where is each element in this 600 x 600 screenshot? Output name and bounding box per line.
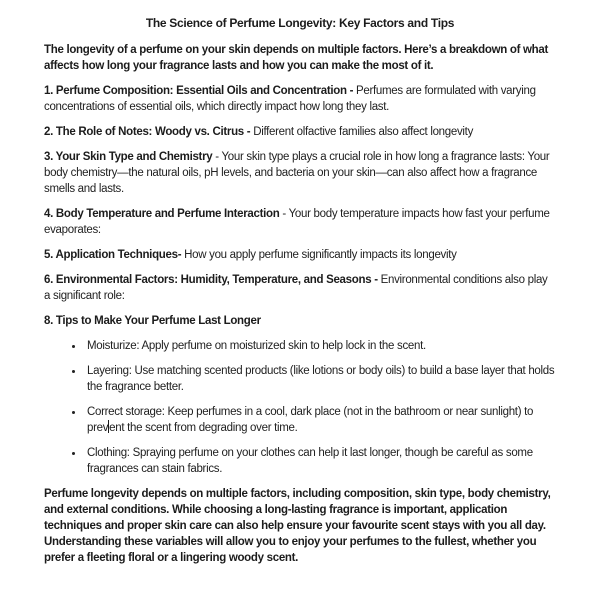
section-4-body: - Your body temperature impacts how fast your perfume evaporates: bbox=[44, 208, 550, 236]
section-5-heading: 5. Application Techniques- bbox=[44, 249, 185, 261]
section-1-heading: 1. Perfume Composition: Essential Oils and Concentration - bbox=[44, 85, 357, 97]
section-6-paragraph[interactable] bbox=[44, 272, 556, 304]
section-2-body: Different olfactive families also affect longevity bbox=[253, 126, 474, 138]
intro-paragraph[interactable]: The longevity of a perfume on your skin depends on multiple factors. Here’s a breakdown of what affects how long your fragrance lasts and how you can make the most of it. bbox=[44, 44, 548, 72]
section-4-paragraph[interactable] bbox=[44, 206, 556, 238]
section-1-paragraph[interactable] bbox=[44, 83, 556, 115]
tip-text-before-cursor: Correct storage: Keep perfumes in a cool, dark place (not in the bathroom or near sunlight) to prev bbox=[87, 406, 534, 434]
tip-text: Layering: Use matching scented products (like lotions or body oils) to build a base layer that holds the fragrance better. bbox=[87, 365, 555, 393]
tips-list bbox=[44, 338, 556, 477]
section-1-body: Perfumes are formulated with varying concentrations of essential oils, which directly impact how long they last. bbox=[44, 85, 536, 113]
section-4-heading: 4. Body Temperature and Perfume Interaction bbox=[44, 208, 280, 220]
tips-heading[interactable]: 8. Tips to Make Your Perfume Last Longer bbox=[44, 315, 261, 327]
section-3-paragraph[interactable] bbox=[44, 149, 556, 197]
section-2-paragraph[interactable] bbox=[44, 124, 556, 140]
section-6-body: Environmental conditions also play a significant role: bbox=[44, 274, 548, 302]
tip-item-layering[interactable] bbox=[84, 363, 556, 395]
tip-text: Clothing: Spraying perfume on your clothes can help it last longer, though be careful as some fragrances can stain fabrics. bbox=[87, 447, 533, 475]
conclusion-paragraph[interactable]: Perfume longevity depends on multiple factors, including composition, skin type, body chemistry, and external conditions. While choosing a long-lasting fragrance is important, application techniques and proper skin care can also help ensure your favourite scent stays with you all day. Understanding these variables will allow you to enjoy your perfumes to the fullest, whether you prefer a fleeting floral or a lingering woody scent. bbox=[44, 488, 551, 564]
tip-item-moisturize[interactable] bbox=[84, 338, 556, 354]
section-3-heading: 3. Your Skin Type and Chemistry bbox=[44, 151, 213, 163]
section-6-heading: 6. Environmental Factors: Humidity, Temperature, and Seasons - bbox=[44, 274, 381, 286]
tip-text: Moisturize: Apply perfume on moisturized skin to help lock in the scent. bbox=[87, 340, 426, 352]
tip-item-clothing[interactable] bbox=[84, 445, 556, 477]
section-5-paragraph[interactable] bbox=[44, 247, 556, 263]
document-title[interactable]: The Science of Perfume Longevity: Key Factors and Tips bbox=[145, 16, 455, 30]
section-5-body: How you apply perfume significantly impacts its longevity bbox=[184, 249, 457, 261]
section-3-body: - Your skin type plays a crucial role in how long a fragrance lasts: Your body chemistry—the natural oils, pH levels, and bacteria on your skin—can also affect how a fragrance smells and lasts. bbox=[44, 151, 550, 195]
tip-text-after-cursor: ent the scent from degrading over time. bbox=[109, 422, 298, 434]
tip-item-correct-storage[interactable] bbox=[84, 404, 556, 436]
section-2-heading: 2. The Role of Notes: Woody vs. Citrus - bbox=[44, 126, 254, 138]
